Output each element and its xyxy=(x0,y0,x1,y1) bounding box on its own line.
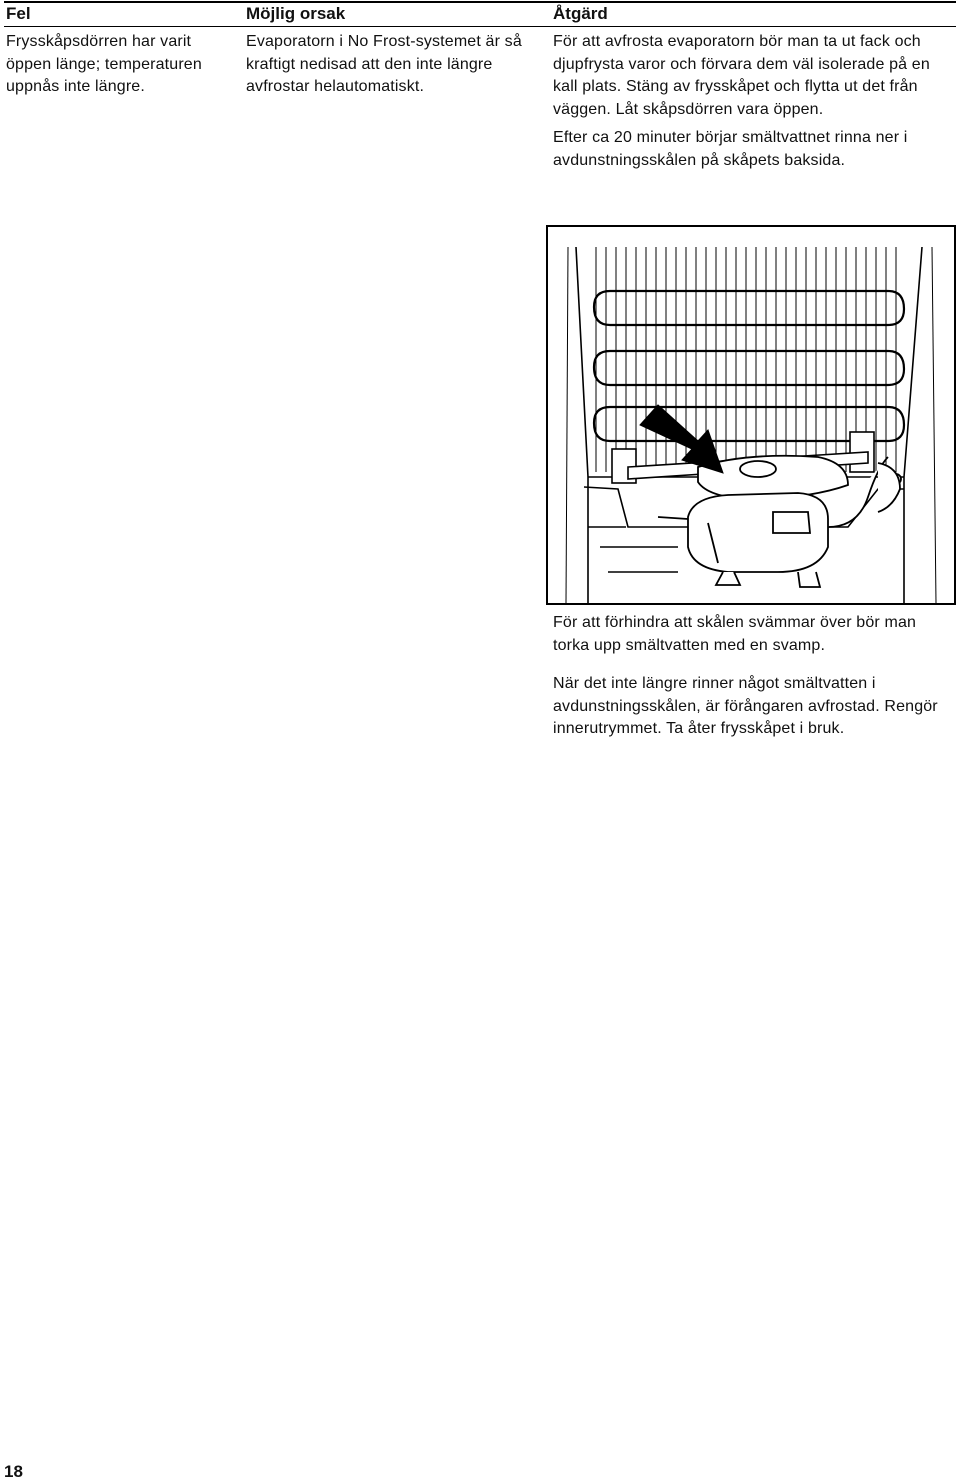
sponge-instruction: För att förhindra att skålen svämmar över bör man torka upp smältvatten med en svamp. xyxy=(553,614,917,654)
table-top-rule xyxy=(4,1,956,3)
action-paragraph-1: För att avfrosta evaporatorn bör man ta ut fack och djupfrysta varor och förvara dem väl isolerade på en kall plats. Stäng av frysskåpet och flytta ut det från väggen. Låt skåpsdörren vara öppen. xyxy=(553,33,930,118)
page-number: 18 xyxy=(4,1462,23,1481)
fault-text: Frysskåpsdörren har varit öppen länge; temperaturen uppnås inte längre. xyxy=(6,33,202,95)
header-cause: Möjlig orsak xyxy=(246,4,346,23)
header-action: Åtgärd xyxy=(553,4,608,23)
restart-instruction: När det inte längre rinner något smältvatten i avdunstningsskålen, är förångaren avfrostad. Rengör innerutrymmet. Ta åter frysskåpet i bruk. xyxy=(553,675,938,737)
cause-text: Evaporatorn i No Frost-systemet är så kraftigt nedisad att den inte längre avfrostar helautomatiskt. xyxy=(246,33,522,95)
header-fault: Fel xyxy=(6,4,31,23)
table-header xyxy=(0,0,960,26)
post-figure-text xyxy=(553,612,953,757)
action-text xyxy=(553,31,953,178)
action-paragraph-2: Efter ca 20 minuter börjar smältvattnet rinna ner i avdunstningsskålen på skåpets baksida. xyxy=(553,129,908,169)
header-divider xyxy=(4,26,956,27)
fridge-back-illustration xyxy=(546,225,956,605)
illustration-svg xyxy=(548,227,954,603)
